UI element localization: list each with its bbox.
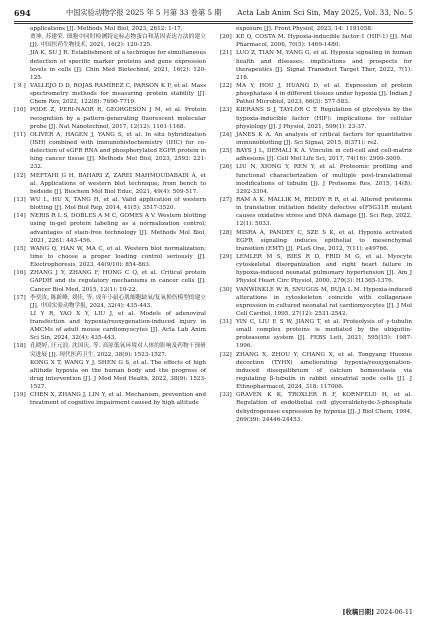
reference-entry (220, 318, 412, 351)
reference-entry (14, 172, 206, 196)
reference-entry (14, 106, 206, 130)
reference-entry (14, 33, 206, 49)
reference-text: OLIVER A, HAGEN J, YANG S, et al. In situ hybridization (ISH) combined with immunohistochemistry (IHC) for co-detection of eGFR RNA and phosphorylated EGFR protein in lung cancer tissue [J]. Methods Mol Biol, 2023, 2593: 221-232. (30, 131, 206, 171)
journal-title-chinese: 中国实验动物学报 2025 年 5 月第 33 卷第 5 期 (66, 8, 222, 17)
reference-text: MA Y, HOU J, HUANG D, et al. Expression of protein phosphatase 4 in different tissues under hypoxia [J]. Indian J Pathol Microbiol, 2023, 66(3): 577-583. (236, 82, 412, 106)
reference-entry (14, 269, 206, 293)
received-label: [收稿日期] (342, 608, 375, 616)
reference-number: [33] (220, 392, 232, 399)
reference-number: [25] (220, 148, 232, 155)
received-date (342, 607, 413, 616)
reference-entry (220, 33, 412, 49)
reference-text: VANWINKLE W B, SNUGGS M, BUJA L M. Hypoxia-induced alterations in cytoskeleton coincide with collagenase expression in cultured neonatal rat cardiomyocytes [J]. J Mol Cell Cardiol, 1995, 27(12): 2531-2542. (236, 286, 412, 317)
reference-number: [14] (14, 213, 26, 220)
reference-text: KIERANS S J, TAYLOR C T. Regulation of glycolysis by the hypoxia-inducible factor (HIF): implications for cellular physiology [J]. J Physiol, 2021, 599(1): 23-37. (236, 107, 412, 130)
reference-text: 贾坤, 苏建荣. 细胞中同时检测特定标志物蛋白和基因表达方法的建立 [J]. 中国医药生物技术, 2021, 16(2): 120-125. (30, 34, 206, 49)
reference-text: MISRA A, PANDEY C, SZE S K, et al. Hypoxia activated EGFR signaling induces epithelial to mesenchymal transition (EMT) [J]. PLoS One, 2012, 7(11): e49766. (236, 229, 412, 252)
reference-text: 李奕汝, 陈新峰, 刘佳, 等. 成年小鼠心肌细胞缺氧/复氧损伤模型的建立 [J]. 中国实验动物学报, 2024, 32(4): 435-443. (30, 294, 206, 309)
reference-number: [22] (220, 82, 232, 89)
reference-number: [11] (14, 131, 26, 138)
reference-entry (14, 245, 206, 269)
reference-entry (14, 212, 206, 245)
reference-text: LI Y R, YAO X Y, LIU J, et al. Models of adenoviral transfection and hypoxia/reoxygenation-induced injury in AMCMs of adult mouse cardiomyocytes [J]. Acta Lab Anim Sci Sin, 2024, 32(4): 435-443. (30, 310, 206, 342)
reference-number: [ 9 ] (14, 82, 26, 89)
reference-text: JANES K A. An analysis of critical factors for quantitative immunoblotting [J]. Sci Signal, 2015, 8(371): rs2. (236, 131, 412, 146)
reference-entry (220, 391, 412, 424)
reference-text: ZHANG J Y, ZHANG F, HONG C Q, et al. Critical protein GAPDH and its regulatory mechanisms in cancer cells [J]. Cancer Biol Med, 2015, 12(1): 10-22. (30, 270, 206, 293)
reference-entry (14, 49, 206, 82)
reference-text: MEFTAHI G H, BAHARI Z, ZAREI MAHMOUDABADI A, et al. Applications of western blot technique; from bench to bedside [J]. Biochem Mol Biol Educ, 2021, 49(4): 509-517. (30, 172, 206, 195)
reference-text: PODE Z, PERI-NAOR R, GEORGESON J M, et al. Protein recognition by a pattern-generating fluorescent molecular probe [J]. Nat Nanotechnol, 2017, 12(12): 1161-1168. (30, 107, 206, 130)
reference-number: [13] (14, 196, 26, 203)
reference-entry (220, 253, 412, 286)
reference-text: LIU N, XIONG Y, REN Y, et al. Proteomic profiling and functional characterization of multiple post-translational modifications of tubulin [J]. J Proteome Res, 2015, 14(8): 3292-3304. (236, 164, 412, 195)
reference-text: KE Q, COSTA M. Hypoxia-inducible factor-1 (HIF-1) [J]. Mol Pharmacol, 2006, 70(5): 1469-1480. (236, 34, 412, 49)
reference-number: [24] (220, 131, 232, 138)
reference-entry (14, 294, 206, 310)
reference-text: ZHANG X, ZHOU Y, CHANG X, et al. Tongyang Huoxue decoction (TYHX) ameliorating hypoxia/reoxygenation-induced disequilibrium of calcium homeostasis via regulating β-tubulin in rabbit sinoatrial node cells [J]. J Ethnopharmacol, 2024, 318: 117006. (236, 351, 412, 391)
reference-number: [12] (14, 172, 26, 179)
left-column (14, 25, 206, 602)
reference-entry (220, 196, 412, 229)
reference-text: WU L, HU X, TANG H, et al. Valid application of western blotting [J]. Mol Biol Rep, 2014, 41(5): 3517-3520. (30, 196, 206, 212)
reference-number: [18] (14, 343, 26, 350)
reference-number: [27] (220, 196, 232, 203)
reference-entry (220, 82, 412, 106)
reference-number: [21] (220, 50, 232, 57)
reference-text: RAM A K, MALLIK M, REDDY R R, et al. Altered proteome in translation initiation fidelity defective eIF5G31R mutant causes oxidative stress and DNA damage [J]. Sci Rep, 2022, 12(1): 5033. (236, 196, 412, 228)
reference-text: BAYS J L, DEMALI K A. Vinculin in cell-cell and cell-matrix adhesions [J]. Cell Mol Life Sci, 2017, 74(16): 2999-3009. (236, 148, 412, 163)
reference-number: [10] (14, 107, 26, 114)
references-body (14, 25, 413, 602)
received-date-value: 2024-06-11 (376, 608, 413, 616)
reference-entry (220, 131, 412, 147)
reference-text: KONG X T, WANG Y J, SHEN G S, et al. The effects of high altitude hypoxia on the human body and the progress of drug intervention [J]. J Mod Med Health, 2022, 38(9): 1523-1527. (30, 359, 206, 391)
reference-number: [23] (220, 107, 232, 114)
reference-number: [30] (220, 286, 232, 293)
reference-text: applications [J]. Methods Mol Biol, 2023, 2612: 1-17. (30, 26, 183, 32)
reference-number: [29] (220, 253, 232, 260)
reference-text: WANG Q, HAN W, MA C, et al. Western blot normalization; time to choose a proper loading control seriously [J]. Electrophoresis, 2023, 44(9/10): 854-863. (30, 245, 206, 269)
reference-number: [26] (220, 164, 232, 171)
reference-text: GRAVEN K K, TROXLER R F, KORNFELD H, et al. Regulation of endothelial cell glyceraldehyde-3-phosphate dehydrogenase expression by hypoxia [J]. J Biol Chem, 1994, 269(39): 24446-24453. (236, 392, 412, 423)
reference-entry (14, 359, 206, 392)
reference-text: YIN C, LIU E S W, JIANG T, et al. Proteolysis of γ-tubulin small complex proteins is mediated by the ubiquitin-proteasome system [J]. FEBS Lett, 2021, 595(15): 1987-1996. (236, 319, 412, 350)
reference-number: [32] (220, 351, 232, 358)
reference-entry (220, 25, 412, 33)
reference-entry (14, 342, 206, 358)
right-column (220, 25, 412, 602)
reference-number: [16] (14, 270, 26, 277)
reference-text: LEMLER M S, BIES R D, FRID M G, et al. Myocyte cytoskeletal disorganization and right heart failure in hypoxia-induced neonatal pulmonary hypertension [J]. Am J Physiol Heart Circ Physiol, 2000, 279(3): H1365-1376. (236, 253, 412, 285)
header-divider (14, 21, 413, 24)
reference-number: [20] (220, 34, 232, 41)
reference-number: [28] (220, 229, 232, 236)
reference-entry (14, 196, 206, 212)
reference-number: [15] (14, 245, 26, 252)
reference-text: NERIS R L S, DOBLES A M C, GOMES A V. Western blotting using in-gel protein labeling as a normalization control; advantages of stain-free technology [J]. Methods Mol Biol, 2021, 2261: 443-456. (30, 213, 206, 244)
reference-entry (220, 163, 412, 196)
reference-entry (14, 131, 206, 172)
reference-entry (220, 147, 412, 163)
reference-entry (220, 49, 412, 82)
reference-entry (14, 310, 206, 343)
reference-entry (220, 351, 412, 392)
reference-text: JIA K, SU J R. Establishment of a technique for simultaneous detection of specific marker proteins and gene expression levels in cells [J]. Chin Med Biotechnol, 2021, 16(2): 120-125. (30, 50, 206, 81)
reference-text: exposure [J]. Front Physiol, 2023, 14: 1191058. (236, 26, 373, 32)
reference-text: CHEN X, ZHANG J, LIN Y, et al. Mechanism, prevention and treatment of cognitive impairment caused by high altitude (30, 392, 206, 407)
reference-number: [19] (14, 392, 26, 399)
reference-entry (220, 229, 412, 253)
reference-entry (14, 25, 206, 33)
reference-text: 孔晓婷, 汪元浪, 沈国庆, 等. 高原低氧环境对人体的影响及药物干预研究进展 [J]. 现代医药卫生, 2022, 38(9): 1523-1527. (30, 343, 206, 358)
reference-entry (14, 82, 206, 106)
reference-text: LUO Z, TIAN M, YANG G, et al. Hypoxia signaling in human health and diseases; implications and prospects for therapeutics [J]. Signal Transduct Target Ther, 2022, 7(1): 218. (236, 50, 412, 81)
reference-number: [17] (14, 294, 26, 301)
reference-text: VALLEJO D D, ROJAS RAMÍREZ C, PARSON K F, et al. Mass spectrometry methods for measuring protein stability [J]. Chem Rev, 2022, 122(8): 7690-7719. (30, 82, 206, 106)
page-number: 694 (14, 8, 31, 18)
reference-number: [31] (220, 319, 232, 326)
page-header (14, 6, 413, 20)
reference-entry (14, 391, 206, 407)
reference-entry (220, 106, 412, 130)
reference-entry (220, 286, 412, 319)
journal-title-english: Acta Lab Anim Sci Sin, May 2025, Vol. 33, No. 5 (237, 8, 413, 17)
